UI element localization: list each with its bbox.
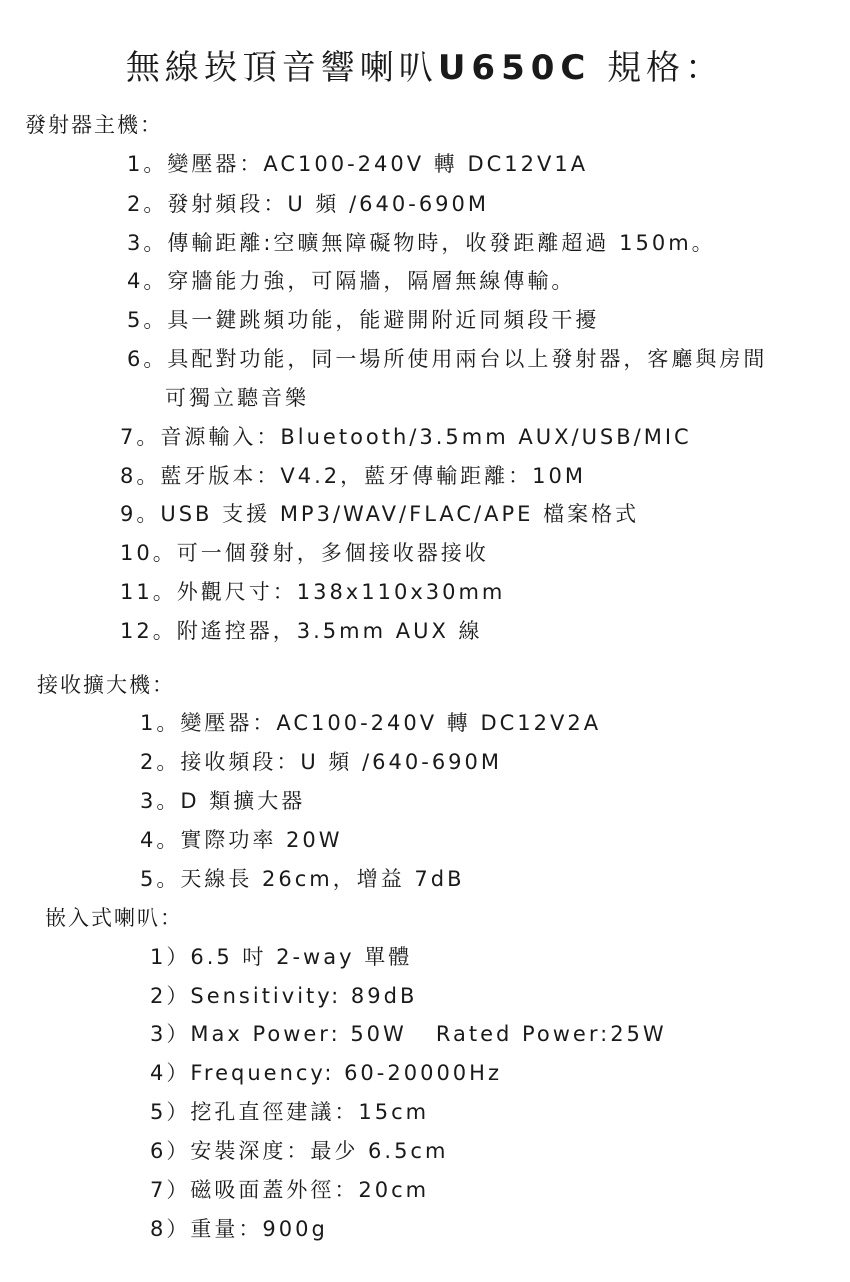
transmitter-spec-item: 7。音源輸入：Bluetooth/3.5mm AUX/USB/MIC [120,425,692,449]
transmitter-spec-item: 4。穿牆能力強，可隔牆，隔層無線傳輸。 [127,269,576,293]
page-title [0,40,850,89]
receiver-spec-item: 2。接收頻段：U 頻 /640-690M [140,750,503,774]
speaker-spec-item: 3）Max Power: 50W Rated Power:25W [150,1022,667,1046]
transmitter-spec-item: 8。藍牙版本：V4.2，藍牙傳輸距離：10M [120,464,586,488]
transmitter-spec-item: 1。變壓器：AC100-240V 轉 DC12V1A [127,152,589,176]
transmitter-spec-item: 3。傳輸距離:空曠無障礙物時，收發距離超過 150m。 [127,231,716,255]
receiver-spec-item: 5。天線長 26cm，增益 7dB [140,867,465,891]
receiver-spec-item: 3。D 類擴大器 [140,789,306,813]
transmitter-spec-item: 2。發射頻段：U 頻 /640-690M [127,192,490,216]
speaker-spec-item: 7）磁吸面蓋外徑：20cm [150,1178,430,1202]
speaker-spec-item: 5）挖孔直徑建議：15cm [150,1100,430,1124]
transmitter-spec-item: 10。可一個發射，多個接收器接收 [120,541,489,565]
receiver-spec-item: 1。變壓器：AC100-240V 轉 DC12V2A [140,711,602,735]
receiver-heading: 接收擴大機： [37,673,175,697]
speaker-heading: 嵌入式喇叭： [45,906,183,930]
title-prefix: 無線崁頂音響喇叭 [125,48,438,88]
transmitter-spec-item-continued: 可獨立聽音樂 [165,386,309,410]
transmitter-spec-item: 11。外觀尺寸：138x110x30mm [120,580,506,604]
transmitter-spec-item: 5。具一鍵跳頻功能，能避開附近同頻段干擾 [127,308,600,332]
speaker-spec-item: 4）Frequency: 60-20000Hz [150,1061,502,1085]
transmitter-heading: 發射器主機： [25,113,163,137]
transmitter-spec-item: 12。附遙控器，3.5mm AUX 線 [120,619,483,643]
speaker-spec-item: 2）Sensitivity: 89dB [150,984,418,1008]
speaker-spec-item: 6）安裝深度：最少 6.5cm [150,1139,449,1163]
speaker-spec-item: 8）重量：900g [150,1217,328,1241]
transmitter-spec-item: 6。具配對功能，同一場所使用兩台以上發射器，客廳與房間 [127,347,768,371]
title-suffix: 規格： [591,48,725,88]
transmitter-spec-item: 9。USB 支援 MP3/WAV/FLAC/APE 檔案格式 [120,502,640,526]
speaker-spec-item: 1）6.5 吋 2-way 單體 [150,945,413,969]
receiver-spec-item: 4。實際功率 20W [140,828,343,852]
title-model: U650C [437,48,592,88]
